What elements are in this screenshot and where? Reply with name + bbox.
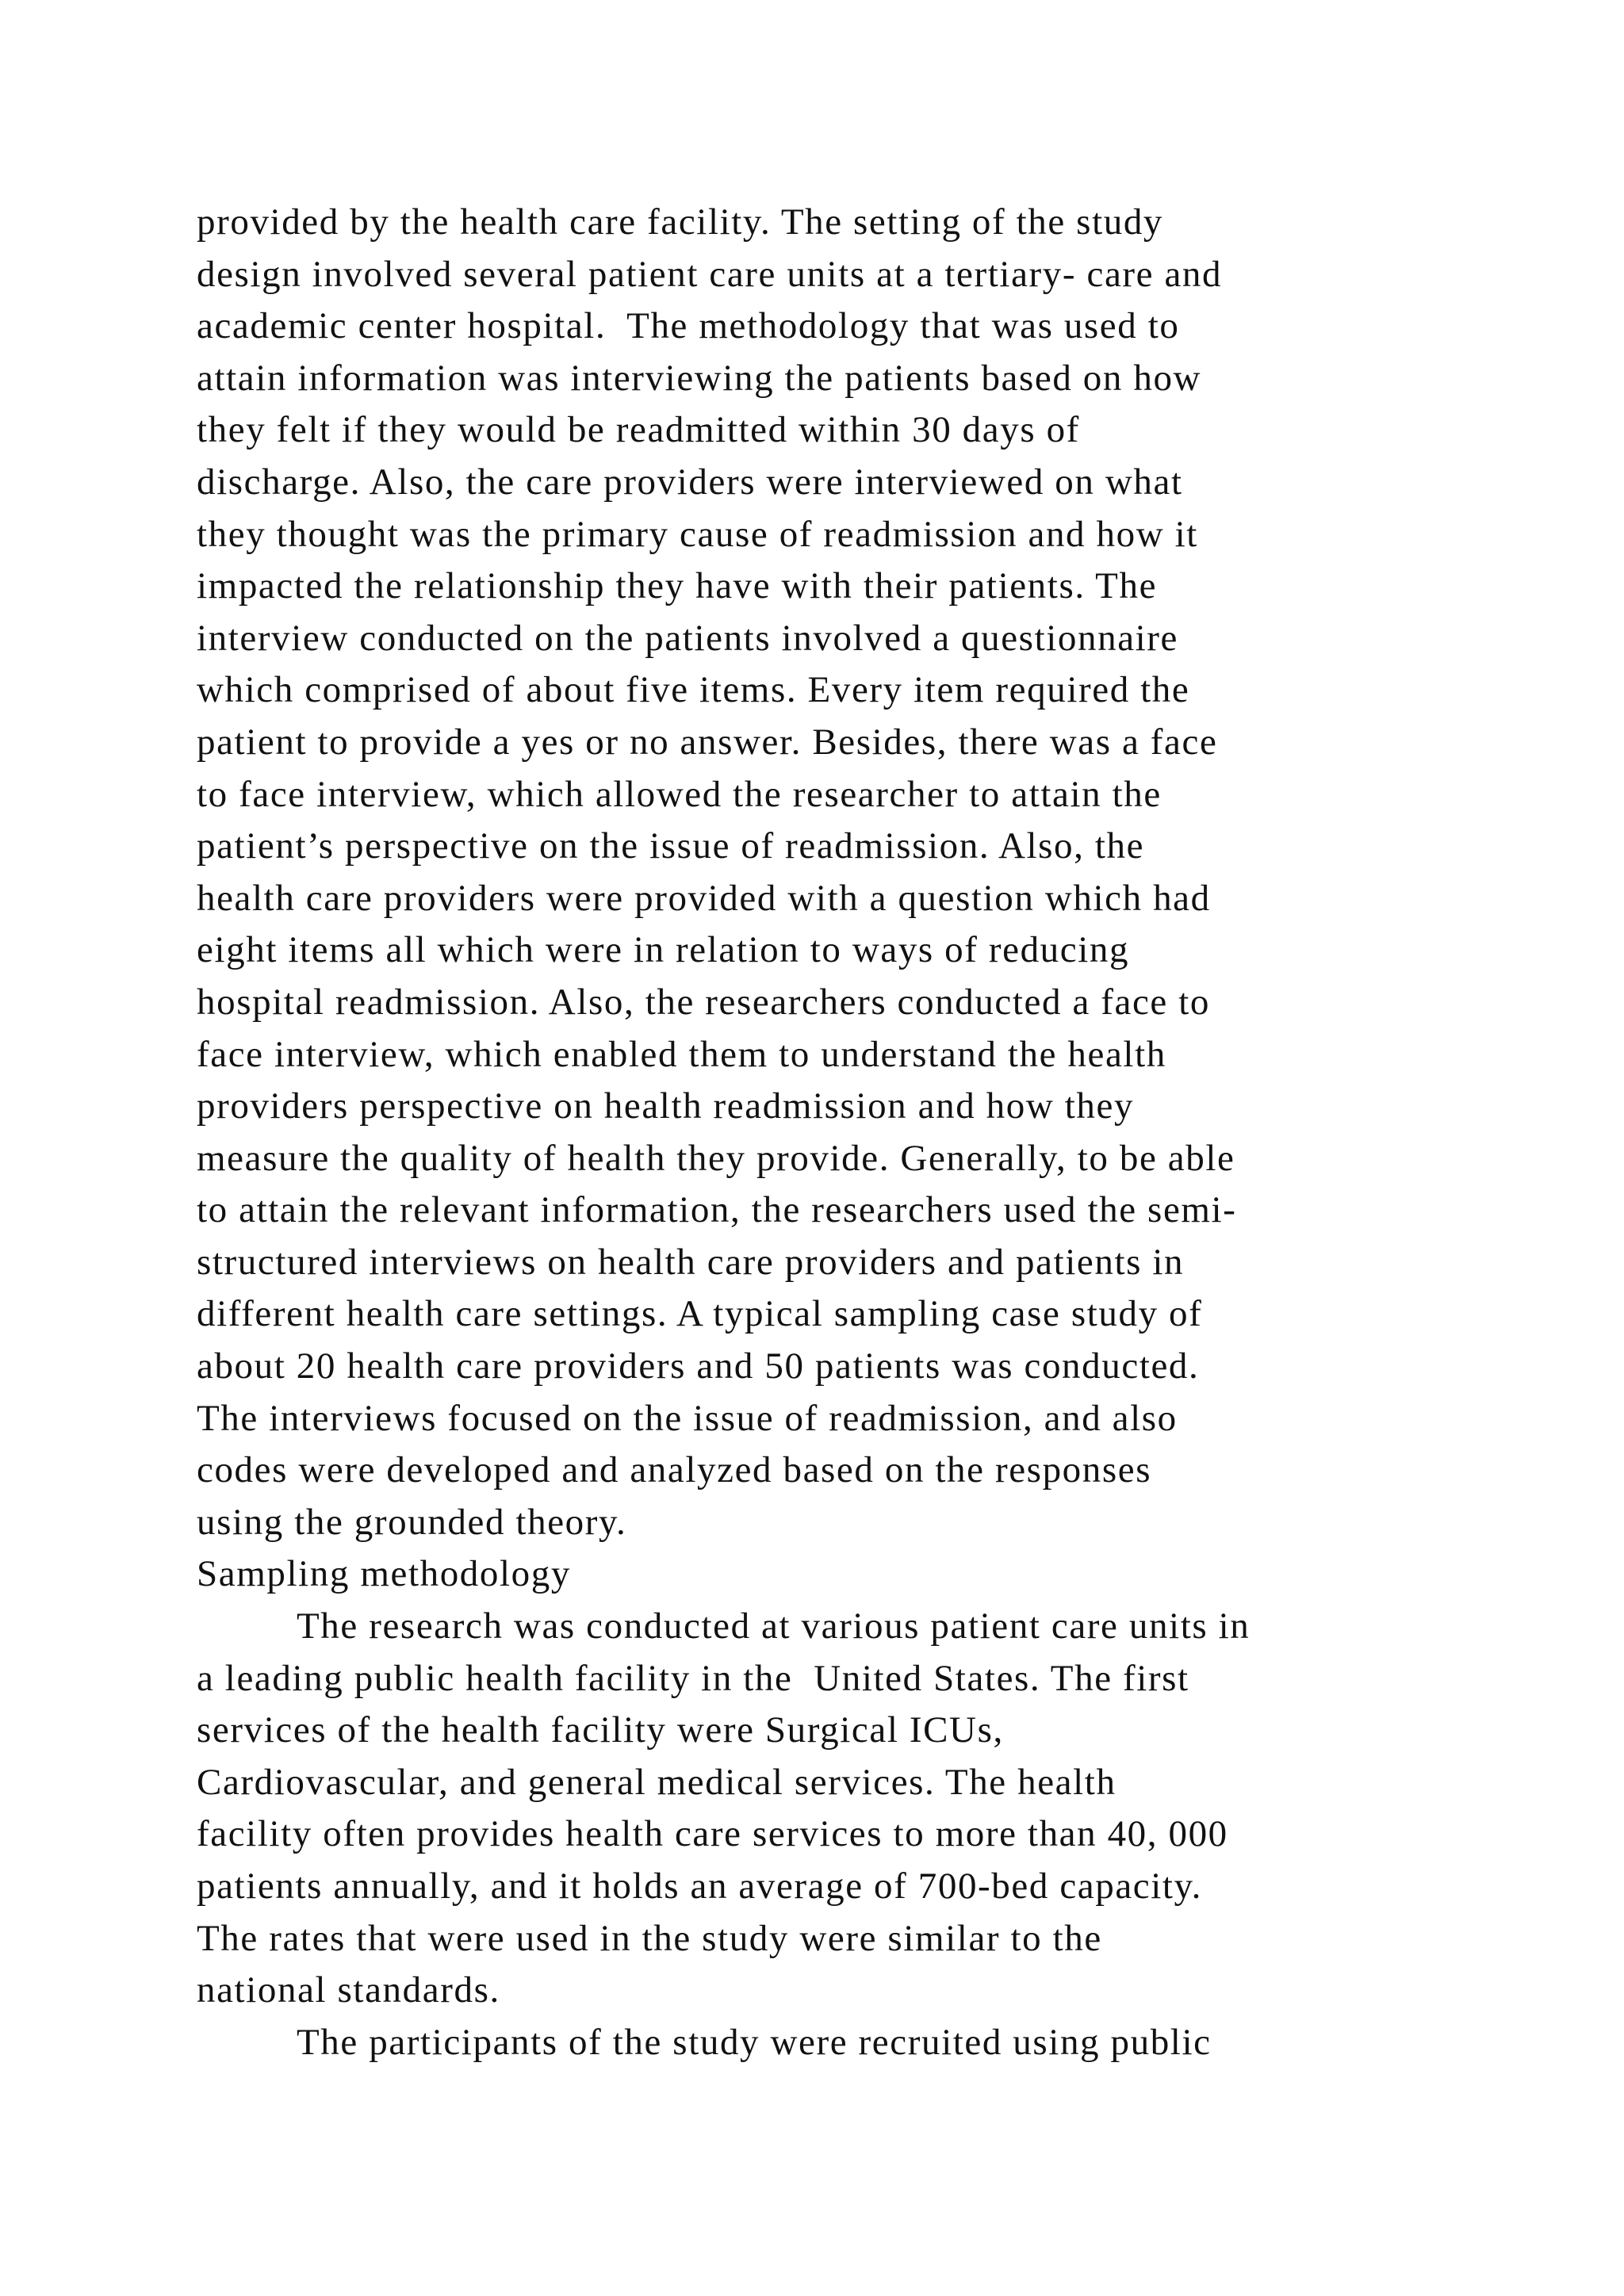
text-line: they felt if they would be readmitted within 30 days of xyxy=(197,409,1080,451)
text-line: structured interviews on health care providers and patients in xyxy=(197,1241,1185,1283)
text-line: national standards. xyxy=(197,1969,500,2011)
text-line: providers perspective on health readmission and how they xyxy=(197,1085,1135,1127)
text-line: to attain the relevant information, the researchers used the semi- xyxy=(197,1189,1237,1231)
text-line: impacted the relationship they have with their patients. The xyxy=(197,565,1158,607)
section-heading: Sampling methodology xyxy=(197,1553,571,1595)
text-line: they thought was the primary cause of readmission and how it xyxy=(197,513,1198,555)
text-line: using the grounded theory. xyxy=(197,1501,627,1543)
text-line: patient’s perspective on the issue of readmission. Also, the xyxy=(197,825,1145,867)
text-line: which comprised of about five items. Every item required the xyxy=(197,669,1190,711)
text-line: The participants of the study were recruited using public xyxy=(297,2021,1212,2063)
text-line: interview conducted on the patients involved a questionnaire xyxy=(197,617,1179,659)
text-line: academic center hospital. The methodology that was used to xyxy=(197,305,1180,347)
text-line: a leading public health facility in the United States. The first xyxy=(197,1657,1189,1699)
text-line: hospital readmission. Also, the researchers conducted a face to xyxy=(197,981,1211,1023)
text-line: measure the quality of health they provide. Generally, to be able xyxy=(197,1137,1235,1179)
text-line: codes were developed and analyzed based on the responses xyxy=(197,1449,1152,1491)
text-line: patients annually, and it holds an average of 700-bed capacity. xyxy=(197,1866,1202,1907)
text-line: about 20 health care providers and 50 patients was conducted. xyxy=(197,1345,1200,1387)
text-line: The interviews focused on the issue of readmission, and also xyxy=(197,1397,1178,1439)
text-line: patient to provide a yes or no answer. Besides, there was a face xyxy=(197,721,1218,763)
text-line: design involved several patient care units at a tertiary- care and xyxy=(197,253,1223,295)
body-text xyxy=(197,197,1465,2068)
text-line: attain information was interviewing the patients based on how xyxy=(197,357,1202,399)
text-line: different health care settings. A typical sampling case study of xyxy=(197,1293,1203,1335)
text-line: to face interview, which allowed the researcher to attain the xyxy=(197,773,1162,815)
text-line: services of the health facility were Surgical ICUs, xyxy=(197,1709,1004,1751)
text-line: health care providers were provided with a question which had xyxy=(197,877,1211,919)
text-line: facility often provides health care services to more than 40, 000 xyxy=(197,1813,1228,1855)
text-line: Cardiovascular, and general medical services. The health xyxy=(197,1761,1116,1803)
text-line: face interview, which enabled them to understand the health xyxy=(197,1033,1166,1075)
text-line: The rates that were used in the study were similar to the xyxy=(197,1917,1102,1959)
text-line: eight items all which were in relation to ways of reducing xyxy=(197,929,1130,971)
text-line: The research was conducted at various patient care units in xyxy=(297,1605,1251,1647)
text-line: discharge. Also, the care providers were interviewed on what xyxy=(197,461,1183,503)
text-line: provided by the health care facility. The setting of the study xyxy=(197,201,1164,243)
